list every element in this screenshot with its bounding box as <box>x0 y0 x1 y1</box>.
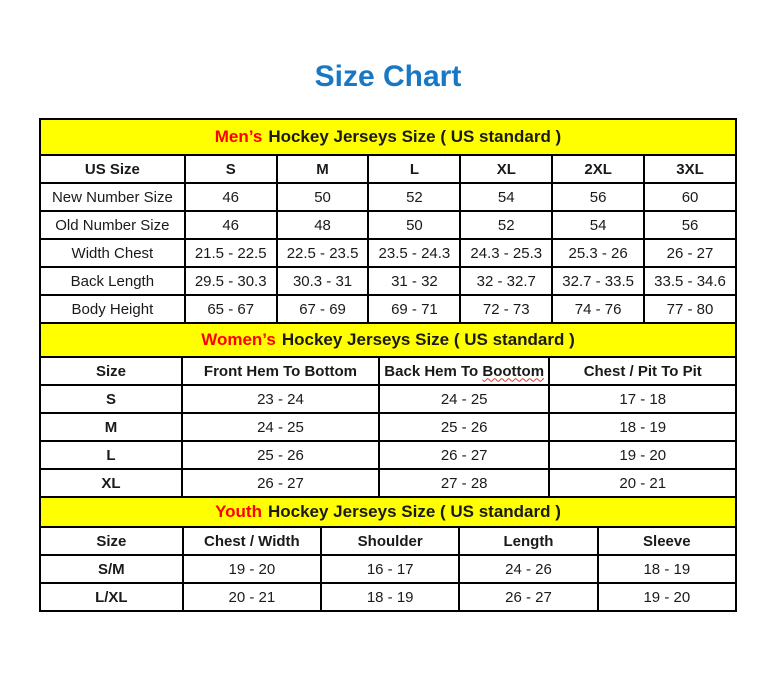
size-value: 23.5 - 24.3 <box>368 239 460 267</box>
column-header: Chest / Width <box>183 527 321 555</box>
size-value: 25 - 26 <box>182 441 379 469</box>
table-row <box>40 211 736 239</box>
size-value: 29.5 - 30.3 <box>185 267 277 295</box>
size-value: 26 - 27 <box>379 441 550 469</box>
size-value: 56 <box>644 211 736 239</box>
header-row <box>40 155 736 183</box>
size-value: 19 - 20 <box>183 555 321 583</box>
header-row <box>40 527 736 555</box>
table-row <box>40 295 736 323</box>
size-value: 24 - 25 <box>379 385 550 413</box>
womens-section-title <box>39 322 737 358</box>
womens-section <box>39 322 737 498</box>
size-value: 26 - 27 <box>182 469 379 497</box>
size-value: 26 - 27 <box>644 239 736 267</box>
row-label: Old Number Size <box>40 211 185 239</box>
table-row <box>40 385 736 413</box>
table-row <box>40 267 736 295</box>
table-row <box>40 469 736 497</box>
row-label: M <box>40 413 182 441</box>
column-header: Sleeve <box>598 527 736 555</box>
size-value: 23 - 24 <box>182 385 379 413</box>
column-header: Size <box>40 357 182 385</box>
size-value: 50 <box>277 183 369 211</box>
row-label: Body Height <box>40 295 185 323</box>
row-label: L/XL <box>40 583 183 611</box>
womens-size-table <box>39 356 737 498</box>
size-value: 33.5 - 34.6 <box>644 267 736 295</box>
size-value: 46 <box>185 183 277 211</box>
size-value: 74 - 76 <box>552 295 644 323</box>
size-value: 17 - 18 <box>549 385 736 413</box>
row-label: S/M <box>40 555 183 583</box>
column-header: 3XL <box>644 155 736 183</box>
column-header: Shoulder <box>321 527 459 555</box>
size-value: 26 - 27 <box>459 583 597 611</box>
row-label: XL <box>40 469 182 497</box>
size-value: 69 - 71 <box>368 295 460 323</box>
size-value: 19 - 20 <box>549 441 736 469</box>
size-value: 24.3 - 25.3 <box>460 239 552 267</box>
size-value: 27 - 28 <box>379 469 550 497</box>
page-title: Size Chart <box>314 60 462 93</box>
size-value: 52 <box>460 211 552 239</box>
row-label: Width Chest <box>40 239 185 267</box>
table-row <box>40 555 736 583</box>
size-value: 72 - 73 <box>460 295 552 323</box>
size-value: 46 <box>185 211 277 239</box>
size-value: 20 - 21 <box>183 583 321 611</box>
mens-size-table <box>39 154 737 324</box>
mens-section-title <box>39 118 737 156</box>
size-value: 54 <box>460 183 552 211</box>
column-header: L <box>368 155 460 183</box>
youth-title-rest: Hockey Jerseys Size ( US standard ) <box>267 502 561 521</box>
row-label: Back Length <box>40 267 185 295</box>
womens-title-rest: Hockey Jerseys Size ( US standard ) <box>281 330 575 349</box>
size-value: 77 - 80 <box>644 295 736 323</box>
size-value: 24 - 25 <box>182 413 379 441</box>
column-header: Length <box>459 527 597 555</box>
size-value: 24 - 26 <box>459 555 597 583</box>
column-header: Front Hem To Bottom <box>182 357 379 385</box>
column-header: 2XL <box>552 155 644 183</box>
size-value: 31 - 32 <box>368 267 460 295</box>
row-label: S <box>40 385 182 413</box>
size-value: 18 - 19 <box>549 413 736 441</box>
size-value: 67 - 69 <box>277 295 369 323</box>
size-value: 52 <box>368 183 460 211</box>
size-value: 21.5 - 22.5 <box>185 239 277 267</box>
size-value: 19 - 20 <box>598 583 736 611</box>
header-row <box>40 357 736 385</box>
size-value: 22.5 - 23.5 <box>277 239 369 267</box>
size-value: 65 - 67 <box>185 295 277 323</box>
table-row <box>40 413 736 441</box>
mens-section <box>39 118 737 324</box>
size-chart <box>39 118 737 612</box>
table-row <box>40 183 736 211</box>
row-label: L <box>40 441 182 469</box>
youth-section <box>39 496 737 612</box>
column-header: S <box>185 155 277 183</box>
size-value: 50 <box>368 211 460 239</box>
column-header: US Size <box>40 155 185 183</box>
table-row <box>40 239 736 267</box>
size-value: 32 - 32.7 <box>460 267 552 295</box>
womens-title-highlight: Women’s <box>201 330 276 349</box>
size-value: 54 <box>552 211 644 239</box>
size-value: 56 <box>552 183 644 211</box>
column-header: Size <box>40 527 183 555</box>
size-value: 60 <box>644 183 736 211</box>
row-label: New Number Size <box>40 183 185 211</box>
size-value: 18 - 19 <box>321 583 459 611</box>
youth-title-highlight: Youth <box>215 502 262 521</box>
mens-title-highlight: Men’s <box>214 127 263 146</box>
table-row <box>40 441 736 469</box>
size-value: 18 - 19 <box>598 555 736 583</box>
size-value: 25.3 - 26 <box>552 239 644 267</box>
size-value: 48 <box>277 211 369 239</box>
youth-section-title <box>39 496 737 528</box>
column-header: XL <box>460 155 552 183</box>
misspelled-word: Boottom <box>482 362 545 380</box>
column-header: M <box>277 155 369 183</box>
size-value: 25 - 26 <box>379 413 550 441</box>
table-row <box>40 583 736 611</box>
column-header: Back Hem To Boottom <box>379 357 550 385</box>
size-value: 32.7 - 33.5 <box>552 267 644 295</box>
size-value: 30.3 - 31 <box>277 267 369 295</box>
size-value: 20 - 21 <box>549 469 736 497</box>
column-header: Chest / Pit To Pit <box>549 357 736 385</box>
youth-size-table <box>39 526 737 612</box>
mens-title-rest: Hockey Jerseys Size ( US standard ) <box>268 127 562 146</box>
size-value: 16 - 17 <box>321 555 459 583</box>
